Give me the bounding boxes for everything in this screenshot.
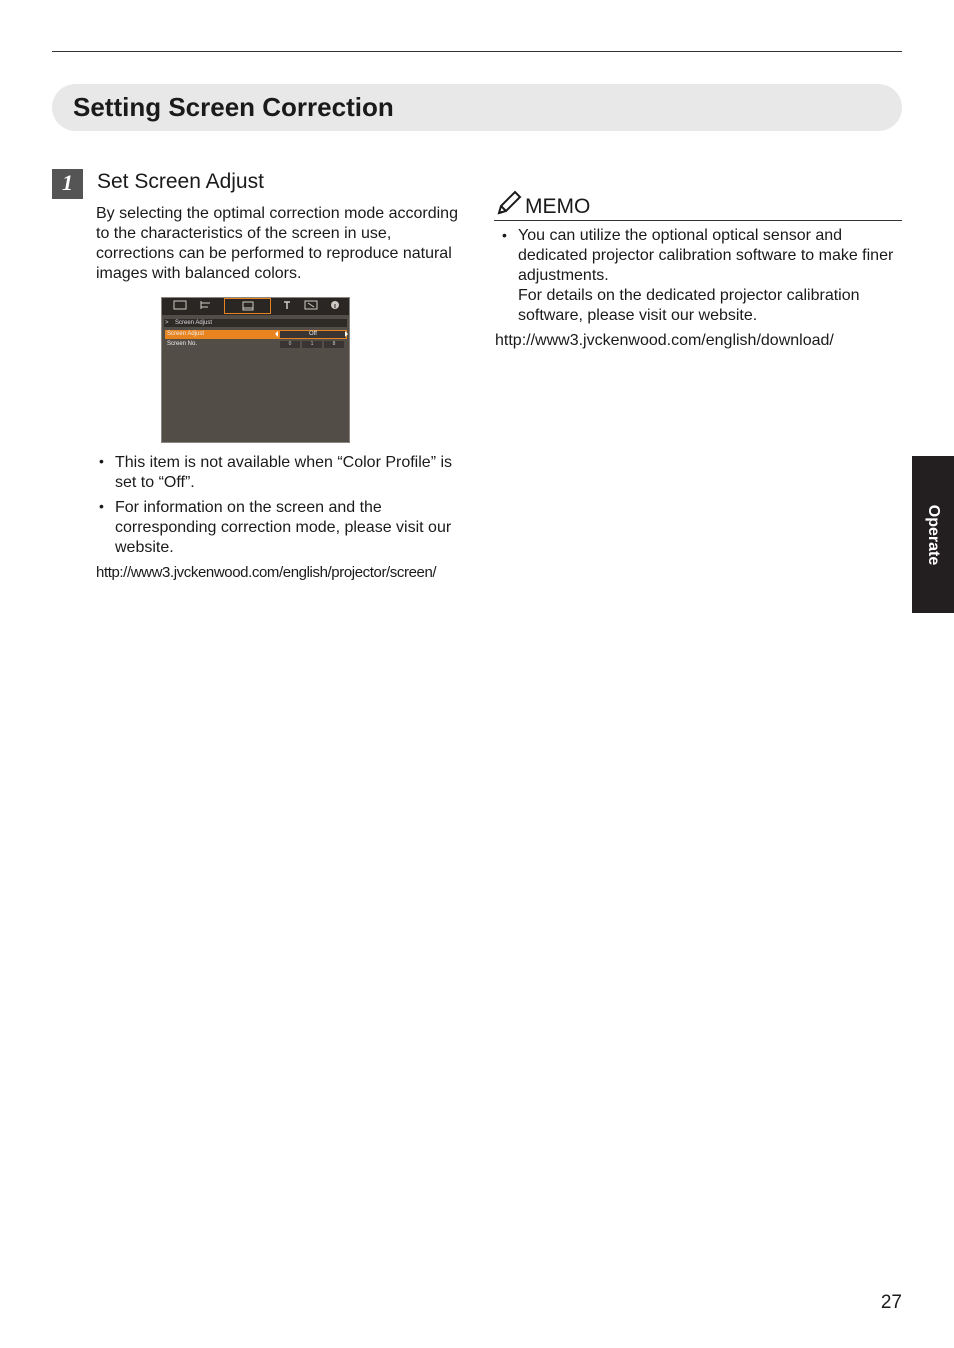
page-title: Setting Screen Correction (73, 92, 394, 122)
menu-row-screen-no[interactable] (165, 340, 347, 349)
wrench-icon (278, 300, 296, 313)
screen-no-digit: 0 (280, 341, 300, 348)
arrow-left-icon (275, 331, 278, 337)
adjust-icon (196, 300, 214, 313)
menu-tab-bar (162, 298, 349, 315)
picture-icon (171, 300, 189, 313)
note-item: • This item is not available when “Color Profile” is set to “Off”. (96, 453, 466, 493)
screen-info-link[interactable]: http://www3.jvckenwood.com/english/projector/screen/ (96, 564, 437, 581)
memo-list (502, 226, 904, 326)
menu-row-screen-adjust[interactable] (165, 330, 347, 339)
menu-screenshot (161, 297, 350, 443)
page-number: 27 (880, 1292, 902, 1313)
menu-breadcrumb (164, 319, 347, 327)
notes-list (96, 453, 466, 563)
side-tab-operate[interactable] (912, 456, 954, 613)
screen-icon (224, 298, 271, 314)
arrow-right-icon (345, 331, 348, 337)
step-title: Set Screen Adjust (97, 170, 264, 193)
side-tab-label: Operate (925, 504, 942, 565)
download-link[interactable]: http://www3.jvckenwood.com/english/download/ (495, 332, 834, 349)
step-number-badge: 1 (52, 169, 83, 199)
breadcrumb-chevron-icon: > (165, 320, 169, 326)
memo-label: MEMO (525, 195, 591, 218)
pencil-icon (495, 189, 523, 217)
memo-item (502, 226, 904, 326)
info-icon (326, 300, 344, 313)
top-rule (52, 51, 902, 52)
screen-no-digit: 8 (324, 341, 344, 348)
step-description: By selecting the optimal correction mode according to the characteristics of the screen in use, corrections can be performed to reproduce natural images with balanced colors. (96, 205, 458, 282)
memo-text: • You can utilize the optional optical sensor and dedicated projector calibration software to make finer adjustments. (518, 227, 894, 284)
menu-row-value: Off (280, 331, 346, 338)
screen-no-digit: 1 (302, 341, 322, 348)
menu-row-label: Screen Adjust (167, 331, 205, 337)
section-title-bar (52, 84, 902, 131)
note-item: • For information on the screen and the corresponding correction mode, please visit our website. (96, 498, 466, 558)
breadcrumb-label: Screen Adjust (175, 320, 213, 326)
memo-text: For details on the dedicated projector calibration software, please visit our website. (518, 287, 860, 324)
function-icon (302, 300, 320, 313)
memo-header (494, 189, 902, 221)
menu-row-label: Screen No. (167, 341, 198, 347)
